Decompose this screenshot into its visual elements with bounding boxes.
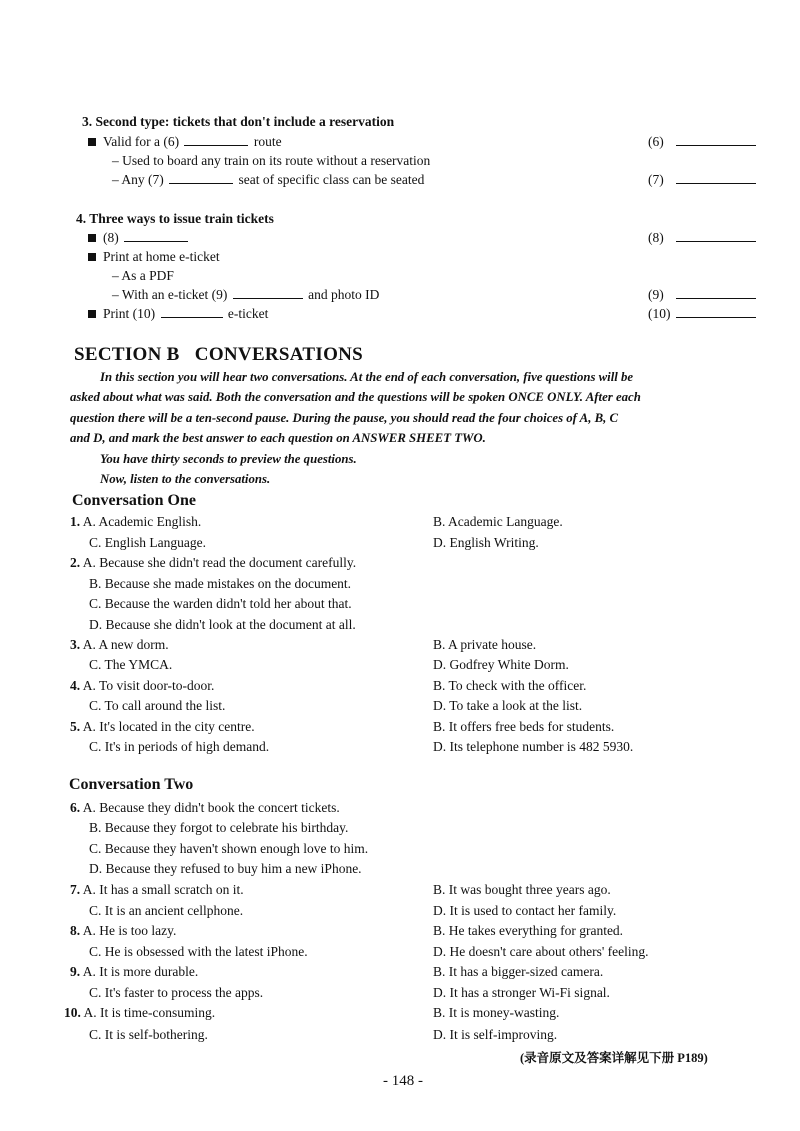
blank-8 (124, 230, 188, 242)
q1-option-b: B. Academic Language. (433, 514, 563, 529)
question-5: 5. A. It's located in the city centre. (70, 719, 255, 734)
item4-line3: – As a PDF (112, 268, 174, 283)
q9-option-d: D. It has a stronger Wi-Fi signal. (433, 985, 610, 1000)
q8-option-b: B. He takes everything for granted. (433, 923, 624, 938)
q7-option-d: D. It is used to contact her family. (433, 903, 617, 918)
question-7: 7. A. It has a small scratch on it. (70, 882, 244, 897)
q3-option-b: B. A private house. (433, 637, 537, 652)
q4-option-c: C. To call around the list. (89, 698, 226, 713)
answer-line-7: (7) (648, 172, 756, 188)
question-1: 1. A. Academic English. (70, 514, 202, 529)
q3-option-d: D. Godfrey White Dorm. (433, 657, 569, 672)
item4-line2: Print at home e-ticket (88, 249, 220, 265)
item4-line4: – With an e-ticket (9) and photo ID (112, 287, 380, 302)
answer-line-10: (10) (648, 306, 756, 322)
blank-6 (184, 134, 248, 146)
blank-10 (161, 306, 223, 318)
q5-option-d: D. Its telephone number is 482 5930. (433, 739, 634, 754)
q5-option-c: C. It's in periods of high demand. (89, 739, 270, 754)
q8-option-d: D. He doesn't care about others' feeling. (433, 944, 649, 959)
blank-9 (233, 287, 303, 299)
instructions-line-2: asked about what was said. Both the conversation and the questions will be spoken ONCE ONLY. After each (70, 390, 641, 404)
q4-option-d: D. To take a look at the list. (433, 698, 583, 713)
q10-option-c: C. It is self-bothering. (89, 1027, 208, 1042)
answer-line-8: (8) (648, 230, 756, 246)
instructions-line-4: and D, and mark the best answer to each question on ANSWER SHEET TWO. (70, 431, 486, 445)
answer-line-6: (6) (648, 134, 756, 150)
page-number: - 148 - (383, 1073, 423, 1089)
q10-option-b: B. It is money-wasting. (433, 1005, 560, 1020)
q7-option-c: C. It is an ancient cellphone. (89, 903, 244, 918)
q8-option-c: C. He is obsessed with the latest iPhone. (89, 944, 308, 959)
question-8: 8. A. He is too lazy. (70, 923, 177, 938)
blank-7 (169, 172, 233, 184)
q6-option-c: C. Because they haven't shown enough love to him. (89, 841, 369, 856)
question-2: 2. A. Because she didn't read the document carefully. (70, 555, 357, 570)
q5-option-b: B. It offers free beds for students. (433, 719, 615, 734)
q6-option-d: D. Because they refused to buy him a new iPhone. (89, 861, 362, 876)
bullet-icon (88, 138, 96, 146)
q4-option-b: B. To check with the officer. (433, 678, 587, 693)
item3-line1: Valid for a (6) route (88, 134, 282, 150)
question-9: 9. A. It is more durable. (70, 964, 199, 979)
question-4: 4. A. To visit door-to-door. (70, 678, 215, 693)
bullet-icon (88, 234, 96, 242)
bullet-icon (88, 253, 96, 261)
instructions-line-5: You have thirty seconds to preview the questions. (100, 452, 357, 466)
instructions-line-1: In this section you will hear two conversations. At the end of each conversation, five questions will be (100, 370, 634, 384)
q9-option-b: B. It has a bigger-sized camera. (433, 964, 604, 979)
instructions-line-6: Now, listen to the conversations. (100, 472, 271, 486)
question-10: 10. A. It is time-consuming. (64, 1005, 216, 1020)
item4-line5: Print (10) e-ticket (88, 306, 268, 322)
bullet-icon (88, 310, 96, 318)
question-6: 6. A. Because they didn't book the concert tickets. (70, 800, 340, 815)
conversation-one-title: Conversation One (72, 492, 196, 509)
q10-option-d: D. It is self-improving. (433, 1027, 558, 1042)
q6-option-b: B. Because they forgot to celebrate his birthday. (89, 820, 349, 835)
item3-line2: – Used to board any train on its route without a reservation (112, 153, 431, 168)
question-3: 3. A. A new dorm. (70, 637, 169, 652)
item3-line3: – Any (7) seat of specific class can be seated (112, 172, 425, 187)
q9-option-c: C. It's faster to process the apps. (89, 985, 264, 1000)
q1-option-c: C. English Language. (89, 535, 206, 550)
q2-option-c: C. Because the warden didn't told her about that. (89, 596, 352, 611)
section-b-title: SECTION B CONVERSATIONS (74, 344, 364, 365)
item4-heading: 4. Three ways to issue train tickets (76, 211, 274, 226)
answer-line-9: (9) (648, 287, 756, 303)
q2-option-b: B. Because she made mistakes on the document. (89, 576, 352, 591)
instructions-line-3: question there will be a ten-second pause. During the pause, you should read the four choices of A, B, C (70, 411, 619, 425)
item4-line1: (8) (88, 230, 190, 246)
q3-option-c: C. The YMCA. (89, 657, 173, 672)
q2-option-d: D. Because she didn't look at the document at all. (89, 617, 356, 632)
q7-option-b: B. It was bought three years ago. (433, 882, 611, 897)
item3-heading: 3. Second type: tickets that don't include a reservation (82, 114, 395, 129)
conversation-two-title: Conversation Two (69, 776, 194, 793)
answer-reference-note: (录音原文及答案详解见下册 P189) (520, 1051, 708, 1065)
q1-option-d: D. English Writing. (433, 535, 539, 550)
